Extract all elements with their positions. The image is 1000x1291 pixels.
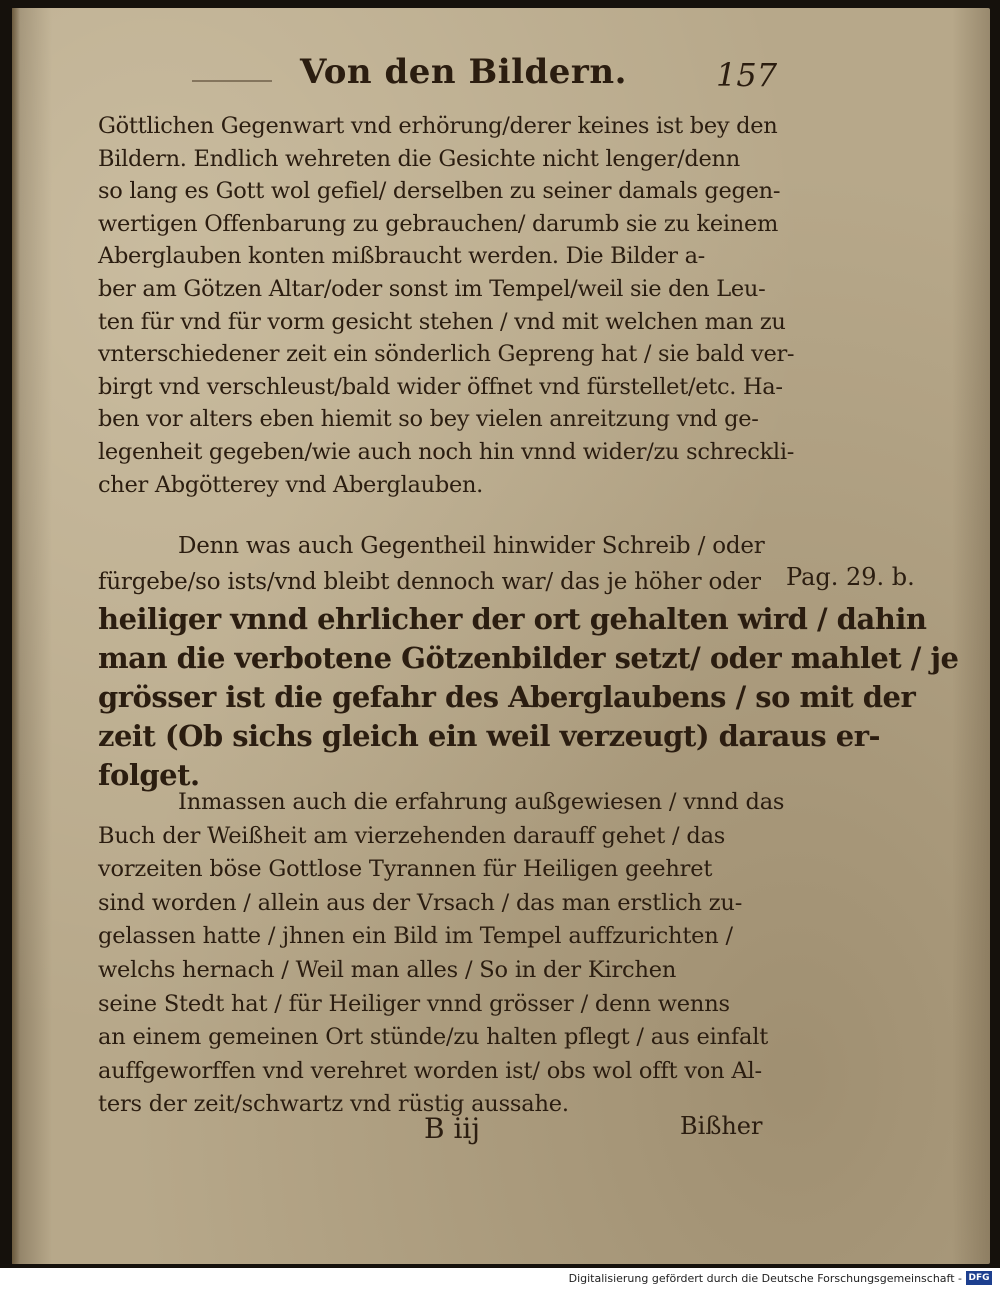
text-line: an einem gemeinen Ort stünde/zu halten pflegt / aus einfalt — [98, 1024, 769, 1051]
dfg-logo: DFG — [966, 1271, 992, 1285]
text-line: ber am Götzen Altar/oder sonst im Tempel/weil sie den Leu- — [98, 275, 766, 302]
quoted-text-line: zeit (Ob sichs gleich ein weil verzeugt) daraus er- — [98, 719, 881, 753]
text-line: Aberglauben konten mißbraucht werden. Die Bilder a- — [98, 243, 705, 270]
signature-mark: B iij — [424, 1112, 481, 1145]
text-line: ten für vnd für vorm gesicht stehen / vnd mit welchen man zu — [98, 308, 786, 335]
text-line: seine Stedt hat / für Heiliger vnnd grösser / denn wenns — [98, 990, 730, 1017]
text-line: Inmassen auch die erfahrung außgewiesen / vnnd das — [178, 789, 785, 815]
paragraph-3 — [98, 786, 785, 1122]
quoted-text-line: heiliger vnnd ehrlicher der ort gehalten wird / dahin — [98, 602, 927, 636]
text-line: Buch der Weißheit am vierzehenden darauff gehet / das — [98, 822, 726, 849]
footer-bar — [0, 1268, 1000, 1291]
text-line: fürgebe/so ists/vnd bleibt dennoch war/ das je höher oder — [98, 569, 761, 595]
text-line: welchs hernach / Weil man alles / So in der Kirchen — [98, 956, 677, 983]
funding-credit: Digitalisierung gefördert durch die Deutsche Forschungsgemeinschaft - — [568, 1272, 962, 1285]
quoted-text-line: man die verbotene Götzenbilder setzt/ oder mahlet / je — [98, 641, 959, 675]
paragraph-1 — [98, 110, 795, 501]
page-number: 157 — [716, 56, 778, 94]
text-line: so lang es Gott wol gefiel/ derselben zu seiner damals gegen- — [98, 178, 781, 205]
text-line: auffgeworffen vnd verehret worden ist/ obs wol offt von Al- — [98, 1057, 762, 1084]
text-line: Göttlichen Gegenwart vnd erhörung/derer keines ist bey den — [98, 113, 778, 139]
text-line: Bildern. Endlich wehreten die Gesichte nicht lenger/denn — [98, 145, 740, 172]
text-line: vorzeiten böse Gottlose Tyrannen für Heiligen geehret — [98, 856, 713, 883]
quoted-text-line: folget. — [98, 758, 200, 792]
text-line: gelassen hatte / jhnen ein Bild im Tempel auffzurichten / — [98, 923, 733, 950]
header-dash — [192, 80, 272, 82]
text-line: cher Abgötterey vnd Aberglauben. — [98, 471, 483, 498]
catchword: Bißher — [680, 1112, 763, 1140]
quoted-text-line: grösser ist die gefahr des Aberglaubens / so mit der — [98, 680, 916, 714]
text-line: ters der zeit/schwartz vnd rüstig aussahe. — [98, 1091, 569, 1118]
page-edge-shadow — [12, 8, 20, 1264]
running-head: Von den Bildern. — [300, 52, 627, 92]
text-line: Denn was auch Gegentheil hinwider Schreib / oder — [178, 533, 765, 559]
text-line: birgt vnd verschleust/bald wider öffnet vnd fürstellet/etc. Ha- — [98, 373, 783, 400]
text-line: wertigen Offenbarung zu gebrauchen/ darumb sie zu keinem — [98, 210, 779, 237]
marginal-note: Pag. 29. b. — [786, 563, 915, 591]
text-line: sind worden / allein aus der Vrsach / das man erstlich zu- — [98, 889, 743, 916]
text-line: vnterschiedener zeit ein sönderlich Gepreng hat / sie bald ver- — [98, 341, 795, 368]
text-line: legenheit gegeben/wie auch noch hin vnnd wider/zu schreckli- — [98, 438, 795, 465]
text-line: ben vor alters eben hiemit so bey vielen anreitzung vnd ge- — [98, 406, 759, 433]
